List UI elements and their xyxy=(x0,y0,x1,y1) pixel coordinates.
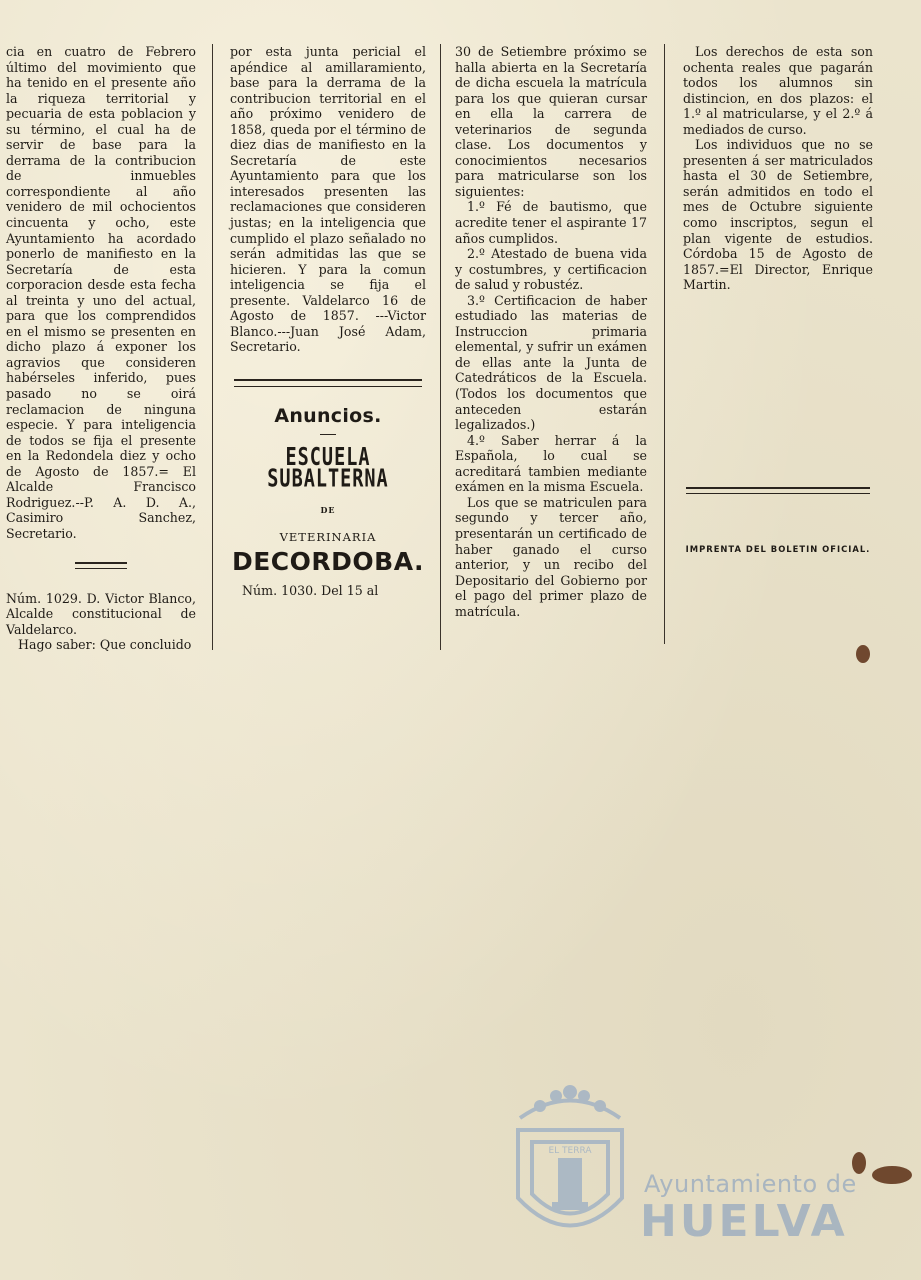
column-1 xyxy=(6,44,196,653)
title-dash xyxy=(320,434,336,435)
announcement-heading-de: DE xyxy=(320,504,336,515)
section-divider xyxy=(234,379,422,387)
watermark-line1: Ayuntamiento de xyxy=(644,1170,857,1198)
article-paragraph: Los que se matriculen para segundo y tercer año, presentarán un certificado de haber ganado el curso anterior, y un recibo del Depositario del Gobierno por el pago del primer plazo de matrícula. xyxy=(455,494,647,619)
column-divider xyxy=(212,44,213,650)
section-divider xyxy=(75,562,127,569)
section-title: Anuncios. xyxy=(274,404,382,427)
announcement-city-heading: DECORDOBA. xyxy=(231,546,425,576)
huelva-seal-logo xyxy=(500,1078,640,1260)
column-2 xyxy=(230,44,426,599)
svg-text:EL TERRA: EL TERRA xyxy=(548,1146,592,1156)
column-divider xyxy=(664,44,665,644)
article-paragraph: Los derechos de esta son ochenta reales que pagarán todos los alumnos sin distincion, en dos plazos: el 1.º al matricularse, y el 2.º á mediados de curso. xyxy=(683,44,873,137)
column-4 xyxy=(683,44,873,293)
imprint-line: IMPRENTA DEL BOLETIN OFICIAL. xyxy=(685,544,871,554)
requirement-item: 3.º Certificacion de haber estudiado las materias de Instruccion primaria elemental, y sufrir un exámen de ellas ante la Junta de Catedráticos de la Escuela. (Todos los documentos que anteceden estarán legalizados.) xyxy=(455,292,647,433)
article-heading: Núm. 1029. D. Victor Blanco, Alcalde constitucional de Valdelarco. xyxy=(6,590,196,637)
requirement-item: 1.º Fé de bautismo, que acredite tener el aspirante 17 años cumplidos. xyxy=(455,199,647,246)
article-paragraph: Hago saber: Que concluido xyxy=(18,637,192,653)
announcement-heading: ESCUELA SUBALTERNA xyxy=(267,443,389,494)
article-paragraph: cia en cuatro de Febrero último del movimiento que ha tenido en el presente año la riqueza territorial y pecuaria de esta poblacion y su término, el cual ha de servir de base para la derrama de la contribucion de inmuebles correspondiente al año venidero de mil ochocientos cincuenta y ocho, este Ayuntamiento ha acordado ponerlo de manifiesto en la Secretaría de esta corporacion desde esta fecha al treinta y uno del actual, para que los comprendidos en el mismo se presenten en dicho plazo á exponer los agravios que consideren habérseles inferido, pues pasado no se oirá reclamacion de ninguna especie. Y para inteligencia de todos se fija el presente en la Redondela diez y ocho de Agosto de 1857.= El Alcalde Francisco Rodriguez.--P. A. D. A., Casimiro Sanchez, Secretario. xyxy=(6,44,196,541)
announcement-subheading: VETERINARIA xyxy=(279,530,377,545)
column-3 xyxy=(455,44,647,619)
section-divider xyxy=(686,487,870,494)
article-paragraph: Los individuos que no se presenten á ser matriculados hasta el 30 de Setiembre, serán admitidos en todo el mes de Octubre siguiente como inscriptos, segun el plan vigente de estudios. Córdoba 15 de Agosto de 1857.=El Director, Enrique Martin. xyxy=(683,137,873,293)
article-paragraph: Núm. 1030. Del 15 al xyxy=(242,583,379,599)
ink-stain xyxy=(872,1166,912,1184)
column-divider xyxy=(440,44,441,650)
requirement-item: 2.º Atestado de buena vida y costumbres, y certificacion de salud y robustéz. xyxy=(455,246,647,293)
ink-stain xyxy=(856,645,870,663)
article-paragraph: por esta junta pericial el apéndice al amillaramiento, base para la derrama de la contribucion territorial en el año próximo venidero de 1858, queda por el término de diez dias de manifiesto en la Secretaría de este Ayuntamiento para que los interesados presenten las reclamaciones que consideren justas; en la inteligencia que cumplido el plazo señalado no serán admitidas las que se hicieren. Y para la comun inteligencia se fija el presente. Valdelarco 16 de Agosto de 1857. ---Victor Blanco.---Juan José Adam, Secretario. xyxy=(230,44,426,355)
article-paragraph: 30 de Setiembre próximo se halla abierta en la Secretaría de dicha escuela la matrícula para los que quieran cursar en ella la carrera de veterinarios de segunda clase. Los documentos y conocimientos necesarios para matricularse son los siguientes: xyxy=(455,44,647,199)
requirement-item: 4.º Saber herrar á la Española, lo cual se acreditará tambien mediante exámen en la misma Escuela. xyxy=(455,432,647,495)
watermark-line2: HUELVA xyxy=(640,1196,848,1247)
